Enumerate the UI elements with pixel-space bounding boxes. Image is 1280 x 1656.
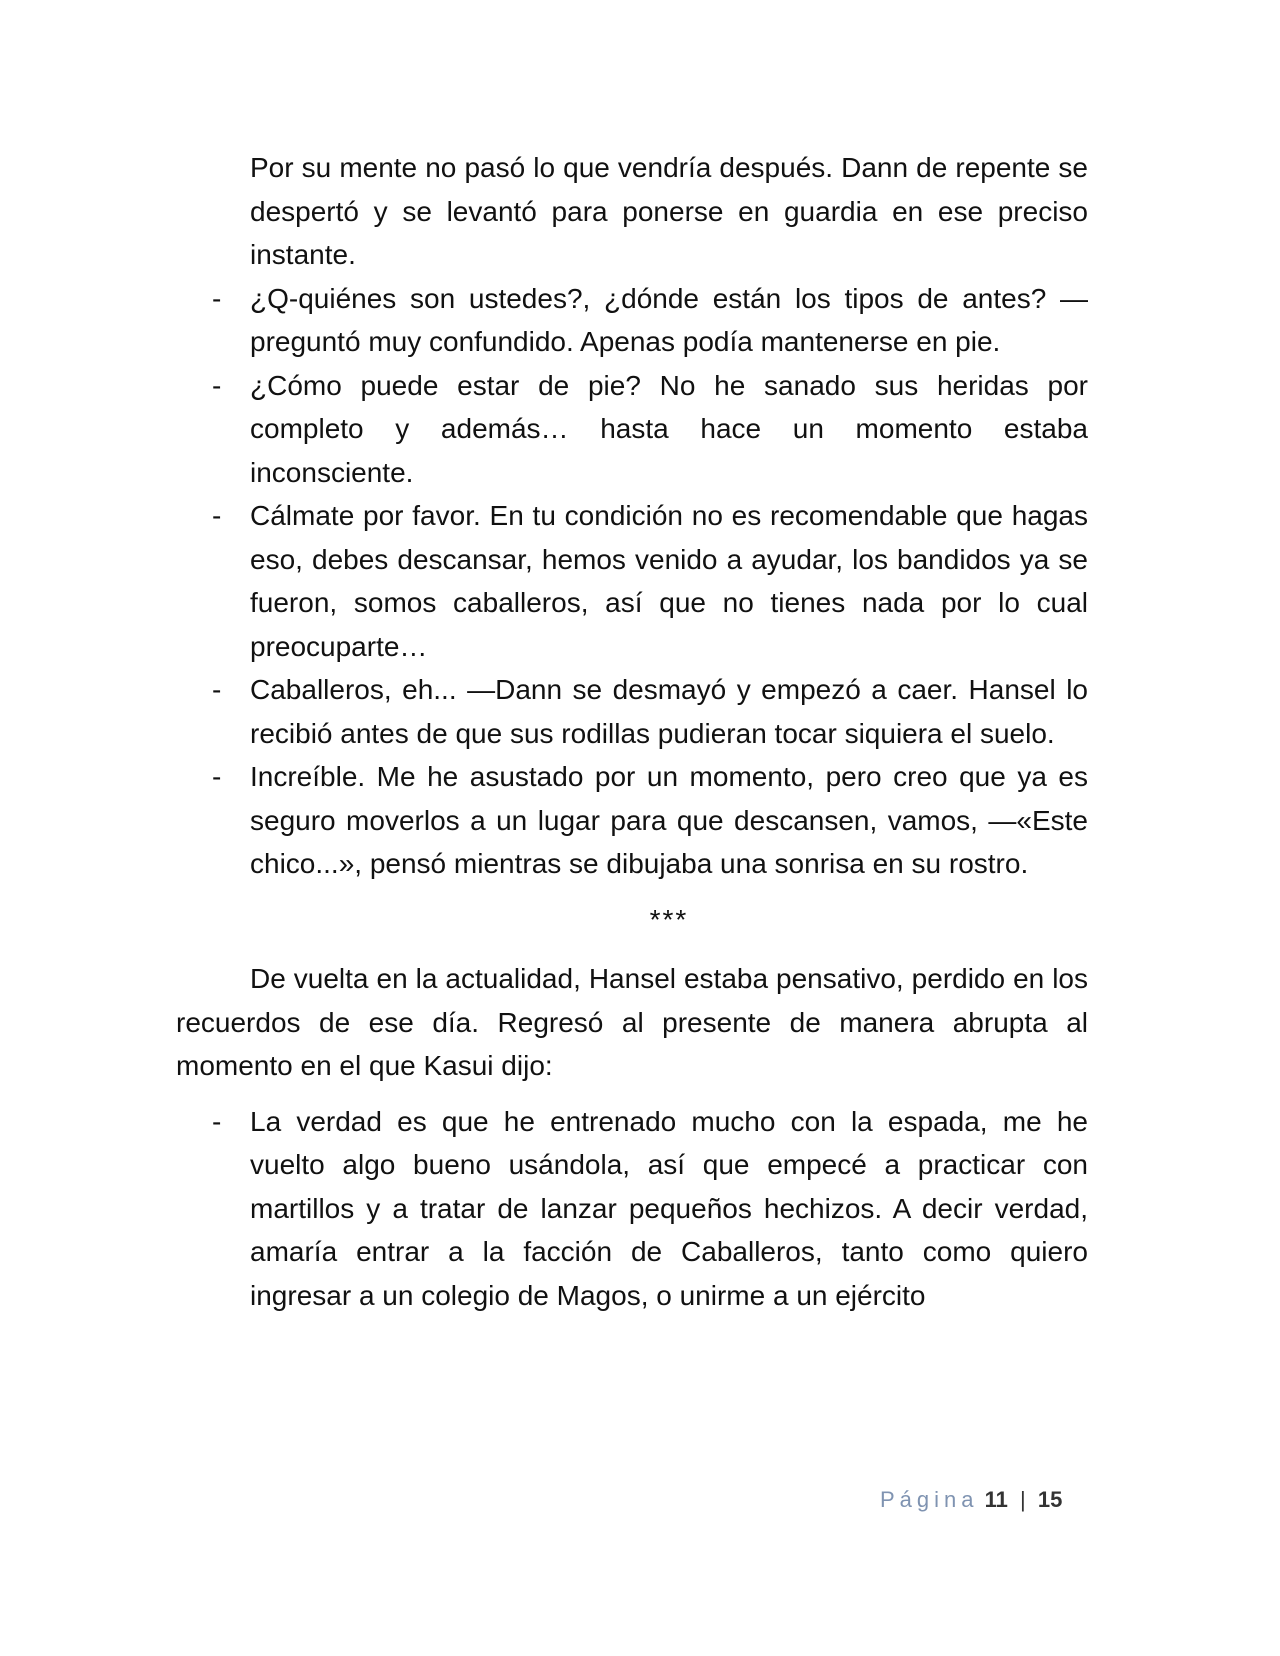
scene-separator: ***: [649, 903, 689, 935]
dialog-dash: -: [212, 500, 222, 531]
body-paragraph: De vuelta en la actualidad, Hansel estaba pensativo, perdido en los recuerdos de ese día. Regresó al presente de manera abrupta al momento en el que Kasui dijo:: [176, 963, 1088, 1081]
dialog-text: La verdad es que he entrenado mucho con la espada, me he vuelto algo bueno usándola, así que empecé a practicar con martillos y a tratar de lanzar pequeños hechizos. A decir verdad, amaría entrar a la facción de Caballeros, tanto como quiero ingresar a un colegio de Magos, o unirme a un ejército: [250, 1105, 1088, 1311]
dialog-line: [176, 1100, 1088, 1318]
footer-total-pages: 15: [1037, 1487, 1063, 1512]
footer-current-page: 11: [984, 1487, 1008, 1512]
footer-separator: |: [1020, 1487, 1026, 1512]
dialog-text: Caballeros, eh... —Dann se desmayó y empezó a caer. Hansel lo recibió antes de que sus rodillas pudieran tocar siquiera el suelo.: [250, 674, 1088, 749]
dialog-line: [176, 277, 1088, 364]
dialog-dash: -: [212, 674, 222, 705]
dialog-line: [176, 494, 1088, 668]
dialog-dash: -: [212, 761, 222, 792]
dialog-line: [176, 364, 1088, 495]
dialog-list-1: [176, 277, 1088, 886]
dialog-text: Cálmate por favor. En tu condición no es recomendable que hagas eso, debes descansar, hemos venido a ayudar, los bandidos ya se fueron, somos caballeros, así que no tienes nada por lo cual preocuparte…: [250, 500, 1088, 662]
dialog-text: ¿Q-quiénes son ustedes?, ¿dónde están los tipos de antes? —preguntó muy confundido. Apenas podía mantenerse en pie.: [250, 282, 1088, 357]
dialog-text: ¿Cómo puede estar de pie? No he sanado sus heridas por completo y además… hasta hace un momento estaba inconsciente.: [250, 369, 1088, 488]
dialog-dash: -: [212, 1105, 222, 1137]
page-content: [176, 146, 1088, 1317]
dialog-dash: -: [212, 369, 222, 401]
opening-paragraph: Por su mente no pasó lo que vendría después. Dann de repente se despertó y se levantó para ponerse en guardia en ese preciso instante.: [250, 152, 1088, 270]
dialog-text: Increíble. Me he asustado por un momento, pero creo que ya es seguro moverlos a un lugar para que descansen, vamos, —«Este chico...», pensó mientras se dibujaba una sonrisa en su rostro.: [250, 761, 1088, 879]
dialog-list-2: [176, 1100, 1088, 1318]
dialog-line: [176, 755, 1088, 886]
dialog-dash: -: [212, 282, 222, 314]
footer-page-label: Página: [880, 1487, 979, 1512]
dialog-line: [176, 668, 1088, 755]
page-footer: [880, 1484, 1080, 1516]
